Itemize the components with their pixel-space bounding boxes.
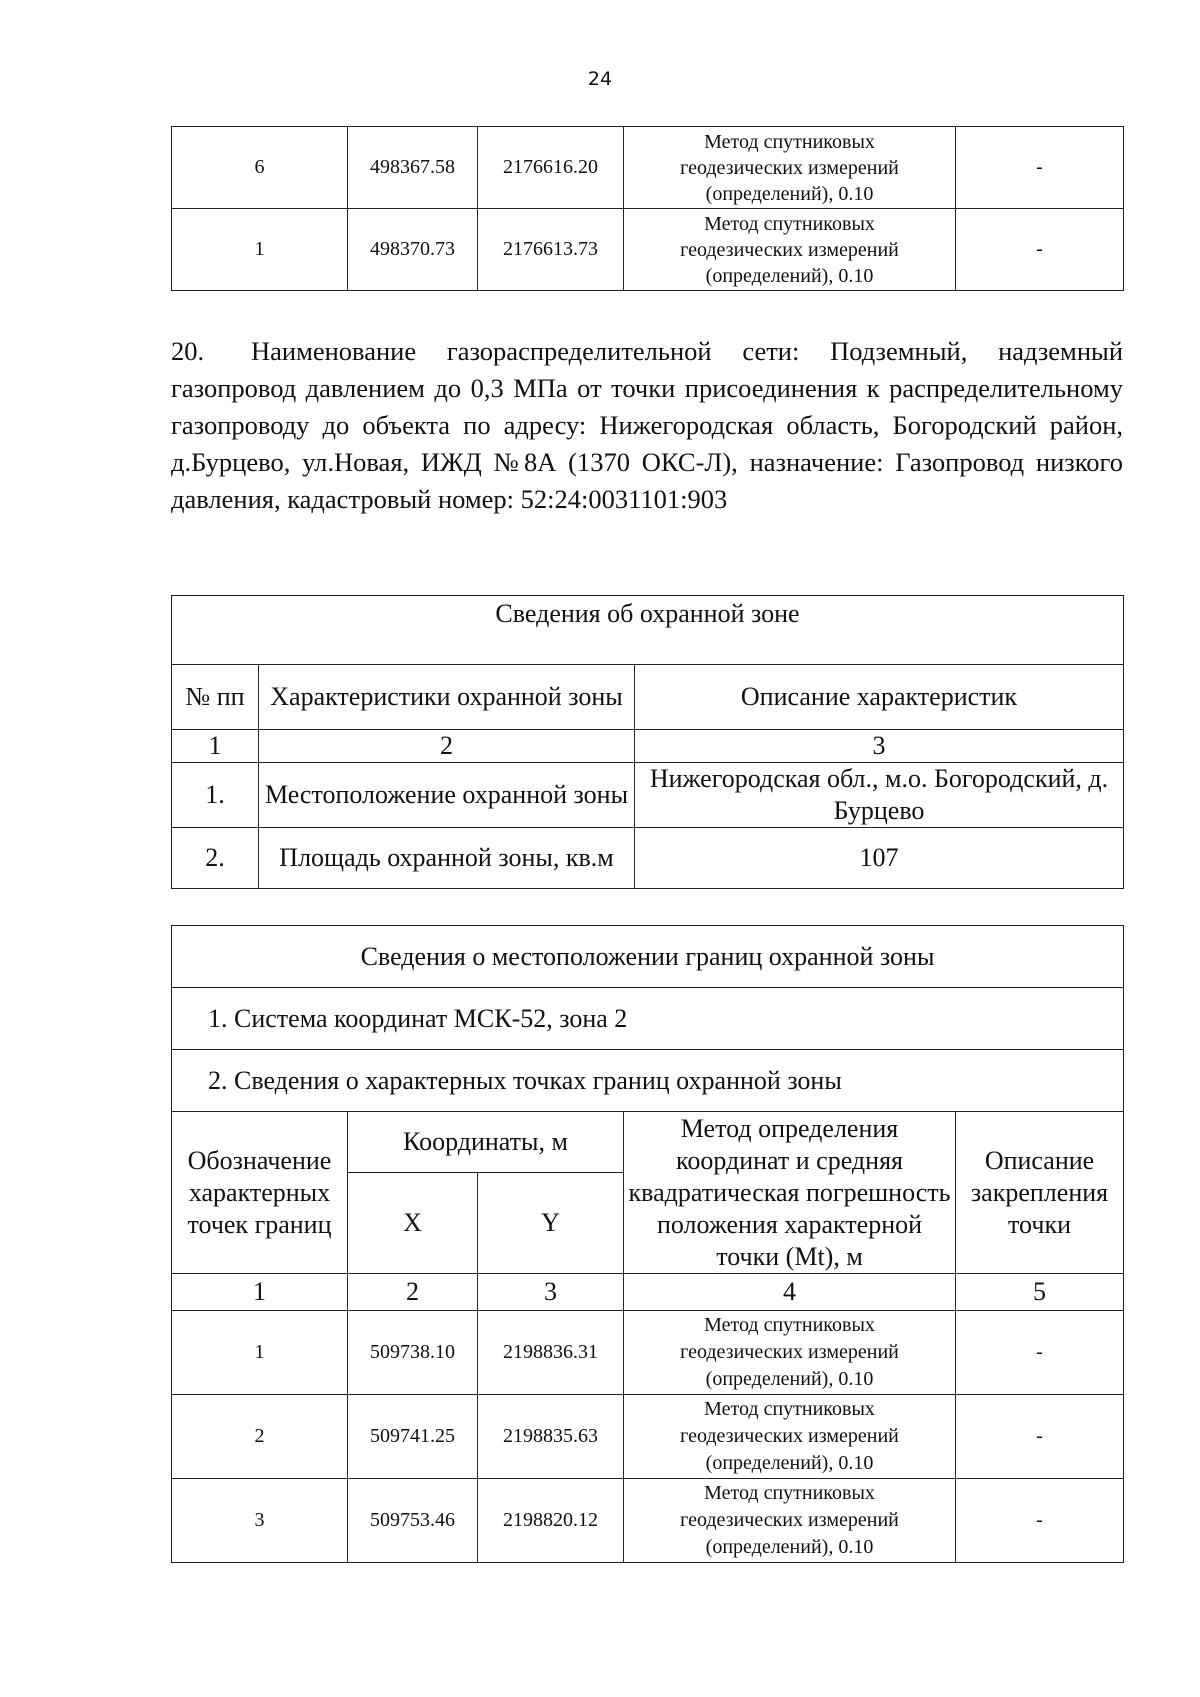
points-title: 2. Сведения о характерных точках границ охранной зоны: [172, 1050, 1124, 1112]
description-cell: -: [956, 209, 1124, 291]
header-num: № пп: [172, 665, 259, 730]
description-cell: -: [956, 127, 1124, 209]
description-cell: -: [956, 1479, 1124, 1563]
point-cell: 1: [172, 1311, 348, 1395]
header-method: Метод определения координат и средняя квадратическая погрешность положения характерной точки (Mt), м: [624, 1112, 956, 1274]
bounds-table-title: Сведения о местоположении границ охранной зоны: [172, 926, 1124, 988]
description-cell: -: [956, 1311, 1124, 1395]
method-cell: [624, 1479, 956, 1563]
x-cell: 509753.46: [348, 1479, 478, 1563]
point-cell: 1: [172, 209, 348, 291]
point-cell: 6: [172, 127, 348, 209]
header-x: X: [348, 1173, 478, 1274]
method-line: геодезических измерений: [680, 1425, 899, 1447]
y-cell: 2198820.12: [478, 1479, 624, 1563]
table-row: [172, 209, 1124, 291]
y-cell: 2198835.63: [478, 1395, 624, 1479]
method-line: Метод спутниковых: [704, 1398, 875, 1420]
row-description: 107: [635, 828, 1124, 889]
column-index: 1: [172, 1274, 348, 1311]
x-cell: 498370.73: [348, 209, 478, 291]
y-cell: 2176613.73: [478, 209, 624, 291]
section-paragraph: [171, 333, 1123, 518]
method-line: (определений), 0.10: [705, 1536, 874, 1558]
column-index: 2: [348, 1274, 478, 1311]
row-num: 1.: [172, 763, 259, 828]
x-cell: 498367.58: [348, 127, 478, 209]
table-title-row: [172, 926, 1124, 988]
method-line: геодезических измерений: [680, 238, 899, 261]
method-cell: [624, 209, 956, 291]
zone-boundaries-table: [171, 925, 1124, 1563]
method-cell: [624, 127, 956, 209]
header-fixing: Описание закрепления точки: [956, 1112, 1124, 1274]
header-y: Y: [478, 1173, 624, 1274]
y-cell: 2198836.31: [478, 1311, 624, 1395]
table-header-row: [172, 1112, 1124, 1173]
method-line: Метод спутниковых: [704, 212, 875, 235]
method-line: геодезических измерений: [680, 156, 899, 179]
method-line: (определений), 0.10: [705, 182, 874, 205]
section-text: Наименование газораспределительной сети: Подземный, надземный газопровод давлением до 0,3 МПа от точки присоединения к распределительному газопроводу до объекта по адресу: Нижегородская область, Богородский район, д.Бурцево, ул.Новая, ИЖД №8А (1370 ОКС-Л), назначение: Газопровод низкого давления, кадастровый номер: 52:24:0031101:903: [171, 336, 1123, 514]
table-row: [172, 1395, 1124, 1479]
method-line: Метод спутниковых: [704, 1482, 875, 1504]
table-row: [172, 828, 1124, 889]
zone-table-title: Сведения об охранной зоне: [172, 596, 1124, 665]
table-row: [172, 1479, 1124, 1563]
row-characteristic: Местоположение охранной зоны: [259, 763, 635, 828]
points-title-row: [172, 1050, 1124, 1112]
points-table-continued: [171, 126, 1124, 291]
row-characteristic: Площадь охранной зоны, кв.м: [259, 828, 635, 889]
method-line: (определений), 0.10: [705, 1452, 874, 1474]
header-designation: Обозначение характерных точек границ: [172, 1112, 348, 1274]
table-row: [172, 127, 1124, 209]
header-description: Описание характеристик: [635, 665, 1124, 730]
method-line: геодезических измерений: [680, 1509, 899, 1531]
column-index: 2: [259, 730, 635, 763]
x-cell: 509738.10: [348, 1311, 478, 1395]
y-cell: 2176616.20: [478, 127, 624, 209]
page-number: 24: [587, 68, 613, 90]
zone-info-table: [171, 595, 1124, 889]
method-line: Метод спутниковых: [704, 1314, 875, 1336]
method-line: геодезических измерений: [680, 1341, 899, 1363]
table-header-row: [172, 665, 1124, 730]
description-cell: -: [956, 1395, 1124, 1479]
row-num: 2.: [172, 828, 259, 889]
method-line: Метод спутниковых: [704, 130, 875, 153]
coord-system-row: [172, 988, 1124, 1050]
column-index: 5: [956, 1274, 1124, 1311]
point-cell: 2: [172, 1395, 348, 1479]
point-cell: 3: [172, 1479, 348, 1563]
method-cell: [624, 1395, 956, 1479]
column-index-row: [172, 1274, 1124, 1311]
coord-system: 1. Система координат МСК-52, зона 2: [172, 988, 1124, 1050]
column-index-row: [172, 730, 1124, 763]
method-line: (определений), 0.10: [705, 264, 874, 287]
method-line: (определений), 0.10: [705, 1368, 874, 1390]
column-index: 1: [172, 730, 259, 763]
header-characteristic: Характеристики охранной зоны: [259, 665, 635, 730]
column-index: 4: [624, 1274, 956, 1311]
section-number: 20.: [171, 336, 205, 366]
table-row: [172, 763, 1124, 828]
column-index: 3: [478, 1274, 624, 1311]
table-row: [172, 1311, 1124, 1395]
column-index: 3: [635, 730, 1124, 763]
table-title-row: [172, 596, 1124, 665]
method-cell: [624, 1311, 956, 1395]
row-description: Нижегородская обл., м.о. Богородский, д. Бурцево: [635, 763, 1124, 828]
header-coords: Координаты, м: [348, 1112, 624, 1173]
x-cell: 509741.25: [348, 1395, 478, 1479]
